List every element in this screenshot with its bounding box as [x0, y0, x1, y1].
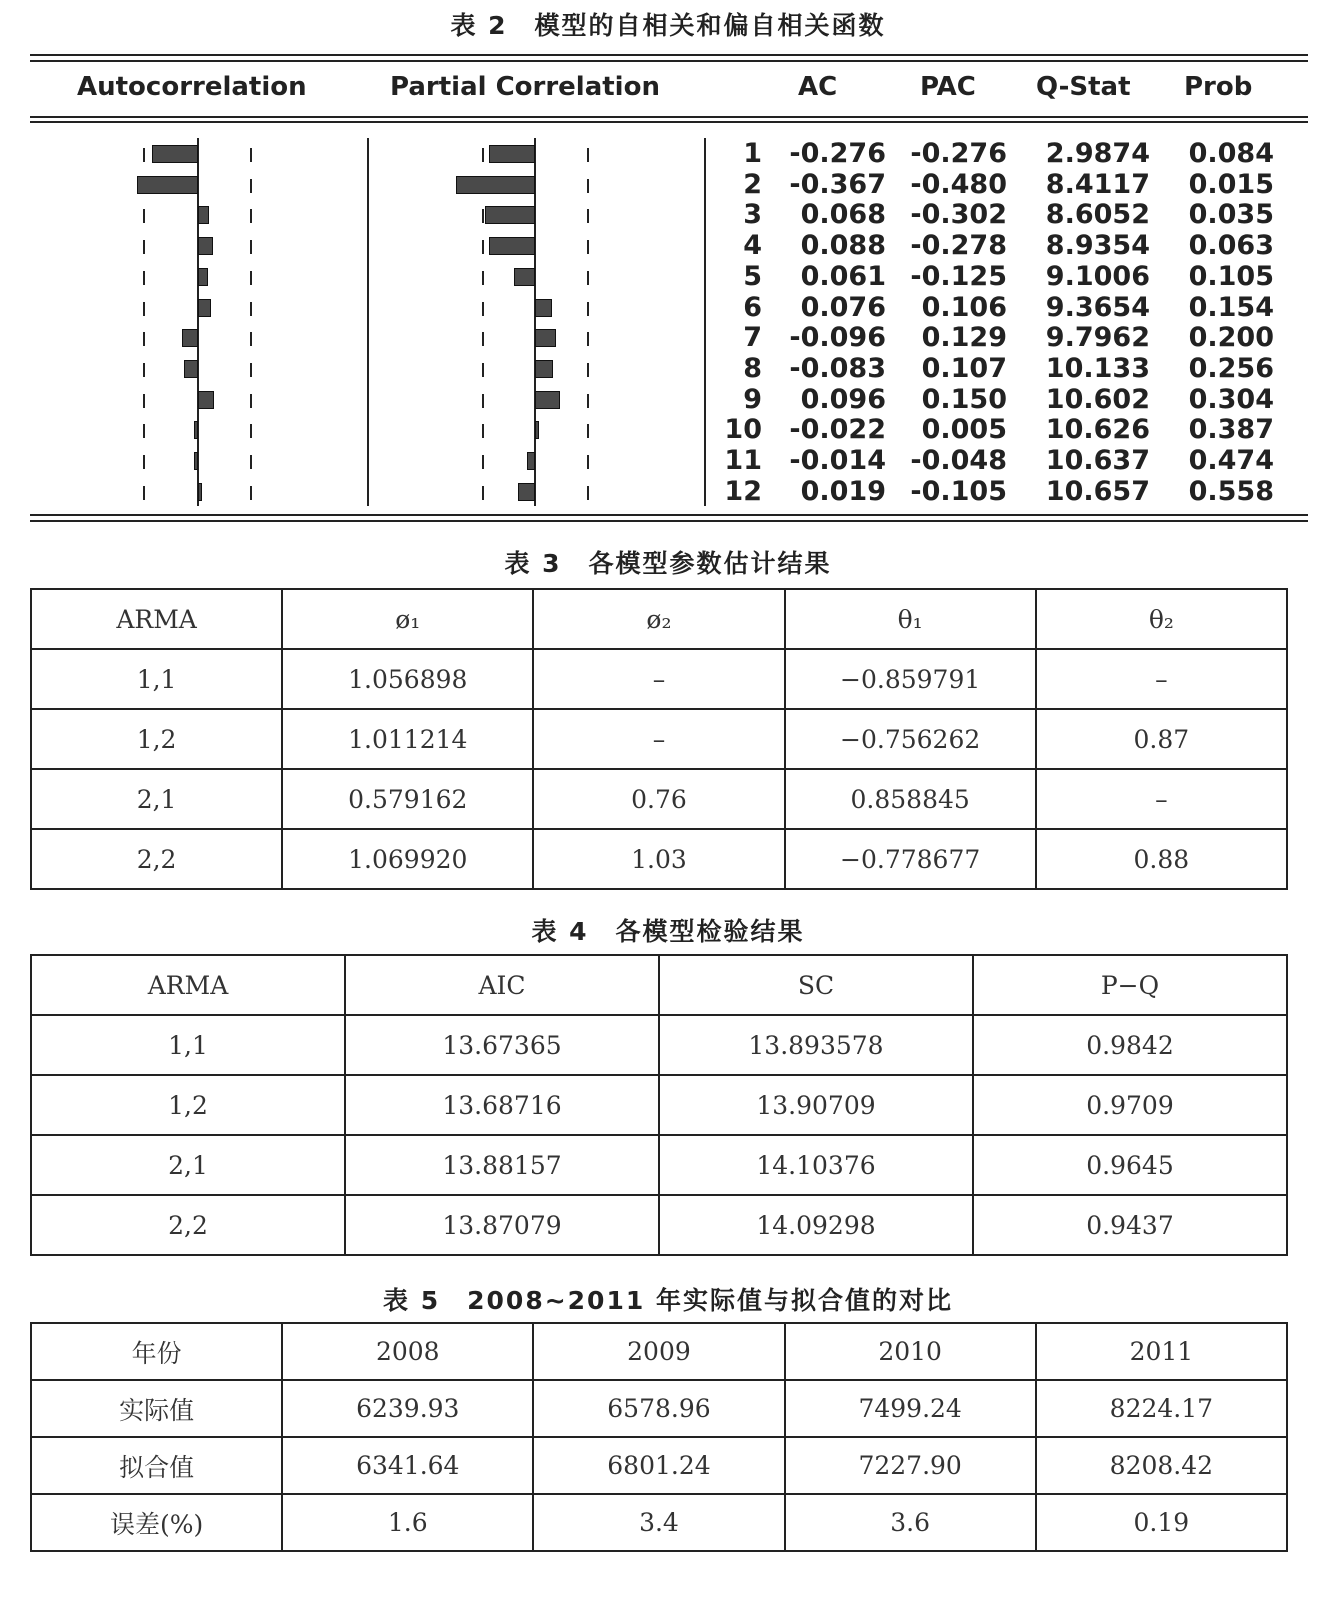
confidence-bound-mark [250, 302, 252, 316]
pac-value: -0.125 [910, 260, 1007, 292]
qstat-value: 9.1006 [1045, 260, 1150, 292]
prob-value: 0.035 [1188, 199, 1274, 231]
ac-value: 0.068 [800, 199, 886, 231]
row-label-cell: 1,2 [31, 1075, 345, 1135]
prob-value: 0.558 [1188, 475, 1274, 507]
row-label-cell: 1,1 [31, 649, 282, 709]
bottom-rule [30, 514, 1308, 516]
ac-value: 0.061 [800, 260, 886, 292]
header-pac: PAC [920, 72, 976, 102]
confidence-bound-mark [143, 302, 145, 316]
confidence-bound-mark [250, 271, 252, 285]
confidence-bound-mark [587, 394, 589, 408]
row-label-cell: 实际值 [31, 1380, 282, 1437]
table-cell: −0.756262 [785, 709, 1036, 769]
confidence-bound-mark [482, 271, 484, 285]
header-rule-2 [30, 121, 1308, 123]
confidence-bound-mark [587, 179, 589, 193]
qstat-value: 10.657 [1045, 475, 1150, 507]
ac-bar [152, 145, 198, 163]
confidence-bound-mark [587, 486, 589, 500]
table-cell: 0.87 [1036, 709, 1287, 769]
table-cell: 8208.42 [1036, 1437, 1287, 1494]
row-label-cell: 1,1 [31, 1015, 345, 1075]
header-prob: Prob [1184, 72, 1253, 102]
confidence-bound-mark [587, 148, 589, 162]
column-header: ø₂ [533, 589, 784, 649]
table-cell: – [533, 649, 784, 709]
confidence-bound-mark [143, 363, 145, 377]
table-cell: 6801.24 [533, 1437, 784, 1494]
lag-value: 12 [724, 475, 762, 507]
table-cell: 1.069920 [282, 829, 533, 889]
prob-value: 0.154 [1188, 291, 1274, 323]
table-row [31, 1494, 1287, 1551]
ac-bar [137, 176, 198, 194]
confidence-bound-mark [250, 363, 252, 377]
ac-bar [194, 421, 198, 439]
table4-caption: 表 4 各模型检验结果 [531, 917, 805, 946]
confidence-bound-mark [250, 424, 252, 438]
confidence-bound-mark [482, 363, 484, 377]
qstat-value: 2.9874 [1045, 138, 1150, 169]
row-label-cell: 1,2 [31, 709, 282, 769]
table-cell: 13.893578 [659, 1015, 973, 1075]
ac-value: -0.096 [789, 322, 886, 354]
pac-value: -0.278 [910, 230, 1007, 262]
confidence-bound-mark [143, 424, 145, 438]
ac-bar [198, 299, 211, 317]
table-cell: 0.579162 [282, 769, 533, 829]
lag-value: 10 [724, 414, 762, 446]
column-header: θ₂ [1036, 589, 1287, 649]
ac-bar [194, 452, 198, 470]
column-header: ARMA [31, 589, 282, 649]
table-cell: 3.4 [533, 1494, 784, 1551]
pac-bar [535, 391, 560, 409]
pac-value: -0.480 [910, 168, 1007, 200]
confidence-bound-mark [482, 394, 484, 408]
qstat-value: 9.7962 [1045, 322, 1150, 354]
confidence-bound-mark [482, 424, 484, 438]
confidence-bound-mark [250, 179, 252, 193]
divider-left [367, 138, 369, 506]
table-cell: 7227.90 [785, 1437, 1036, 1494]
test-results-table [30, 954, 1288, 1256]
confidence-bound-mark [482, 486, 484, 500]
row-label-cell: 年份 [31, 1323, 282, 1380]
confidence-bound-mark [143, 240, 145, 254]
table-cell: 13.90709 [659, 1075, 973, 1135]
pac-bar [535, 360, 553, 378]
table-row [31, 1437, 1287, 1494]
confidence-bound-mark [250, 209, 252, 223]
table-cell: 13.88157 [345, 1135, 659, 1195]
table-cell: −0.778677 [785, 829, 1036, 889]
table-cell: 0.9842 [973, 1015, 1287, 1075]
column-header: ARMA [31, 955, 345, 1015]
confidence-bound-mark [587, 332, 589, 346]
row-label-cell: 2,2 [31, 1195, 345, 1255]
row-label-cell: 2,1 [31, 769, 282, 829]
table-row [31, 1380, 1287, 1437]
row-label-cell: 2,1 [31, 1135, 345, 1195]
table-row [31, 1075, 1287, 1135]
table-row [31, 1323, 1287, 1380]
confidence-bound-mark [250, 332, 252, 346]
table-cell: 2009 [533, 1323, 784, 1380]
header-ac: AC [798, 72, 838, 102]
ac-bar [182, 329, 198, 347]
confidence-bound-mark [587, 302, 589, 316]
ac-bar [198, 268, 208, 286]
confidence-bound-mark [587, 424, 589, 438]
pac-bar [535, 299, 552, 317]
table-cell: 0.858845 [785, 769, 1036, 829]
table-row [31, 769, 1287, 829]
confidence-bound-mark [482, 209, 484, 223]
qstat-value: 8.9354 [1045, 230, 1150, 262]
top-rule-2 [30, 60, 1308, 62]
pac-value: -0.048 [910, 445, 1007, 476]
confidence-bound-mark [482, 302, 484, 316]
header-row [31, 589, 1287, 649]
table-cell: 6578.96 [533, 1380, 784, 1437]
divider-right [704, 138, 706, 506]
confidence-bound-mark [143, 486, 145, 500]
pac-bar [489, 237, 535, 255]
prob-value: 0.015 [1188, 168, 1274, 200]
prob-value: 0.084 [1188, 138, 1274, 169]
ac-bar [198, 391, 214, 409]
confidence-bound-mark [587, 455, 589, 469]
pac-value: -0.276 [910, 138, 1007, 169]
top-rule [30, 54, 1308, 56]
ac-value: 0.096 [800, 383, 886, 415]
header-partial-correlation: Partial Correlation [390, 72, 660, 102]
pac-value: 0.129 [921, 322, 1007, 354]
confidence-bound-mark [143, 271, 145, 285]
table-cell: 8224.17 [1036, 1380, 1287, 1437]
ac-bar [198, 483, 202, 501]
lag-value: 3 [743, 199, 762, 231]
pac-value: -0.105 [910, 475, 1007, 507]
prob-value: 0.256 [1188, 352, 1274, 384]
confidence-bound-mark [482, 148, 484, 162]
table-row [31, 649, 1287, 709]
ac-value: -0.276 [789, 138, 886, 169]
header-rule [30, 116, 1308, 118]
confidence-bound-mark [250, 240, 252, 254]
table-cell: 2010 [785, 1323, 1036, 1380]
table5-caption: 表 5 2008~2011 年实际值与拟合值的对比 [383, 1286, 953, 1315]
confidence-bound-mark [250, 394, 252, 408]
pac-bar [518, 483, 535, 501]
ac-value: -0.083 [789, 352, 886, 384]
prob-value: 0.200 [1188, 322, 1274, 354]
qstat-value: 10.637 [1045, 445, 1150, 476]
pac-value: 0.106 [921, 291, 1007, 323]
confidence-bound-mark [587, 271, 589, 285]
prob-value: 0.304 [1188, 383, 1274, 415]
table-cell: 7499.24 [785, 1380, 1036, 1437]
lag-value: 8 [743, 352, 762, 384]
ac-value: 0.019 [800, 475, 886, 507]
pac-value: 0.107 [921, 352, 1007, 384]
ac-value: 0.088 [800, 230, 886, 262]
lag-value: 9 [743, 383, 762, 415]
table-cell: 0.76 [533, 769, 784, 829]
pac-bar [485, 206, 535, 224]
correlogram-table [30, 54, 1308, 530]
ac-bar [198, 237, 213, 255]
pac-value: 0.150 [921, 383, 1007, 415]
table-cell: 13.68716 [345, 1075, 659, 1135]
qstat-value: 10.602 [1045, 383, 1150, 415]
lag-value: 1 [743, 138, 762, 169]
column-header: P−Q [973, 955, 1287, 1015]
column-header: ø₁ [282, 589, 533, 649]
pac-value: -0.302 [910, 199, 1007, 231]
ac-value: -0.014 [789, 445, 886, 476]
table-row [31, 829, 1287, 889]
table3-caption: 表 3 各模型参数估计结果 [504, 549, 832, 578]
column-header: θ₁ [785, 589, 1036, 649]
prob-value: 0.063 [1188, 230, 1274, 262]
table-cell: 13.67365 [345, 1015, 659, 1075]
pac-bar [535, 421, 539, 439]
qstat-value: 8.4117 [1045, 168, 1150, 200]
table-row [31, 1195, 1287, 1255]
table-cell: 2008 [282, 1323, 533, 1380]
confidence-bound-mark [587, 363, 589, 377]
confidence-bound-mark [143, 209, 145, 223]
pac-bar [535, 329, 556, 347]
table-cell: −0.859791 [785, 649, 1036, 709]
header-autocorrelation: Autocorrelation [77, 72, 307, 102]
pac-value: 0.005 [921, 414, 1007, 446]
lag-value: 5 [743, 260, 762, 292]
header-row [31, 955, 1287, 1015]
confidence-bound-mark [250, 455, 252, 469]
bottom-rule-2 [30, 520, 1308, 522]
row-label-cell: 误差(%) [31, 1494, 282, 1551]
confidence-bound-mark [143, 394, 145, 408]
confidence-bound-mark [482, 332, 484, 346]
confidence-bound-mark [250, 148, 252, 162]
ac-bar [184, 360, 198, 378]
table-cell: 1.6 [282, 1494, 533, 1551]
column-header: SC [659, 955, 973, 1015]
table-cell: – [1036, 649, 1287, 709]
table-cell: 2011 [1036, 1323, 1287, 1380]
ac-value: -0.022 [789, 414, 886, 446]
prob-value: 0.474 [1188, 445, 1274, 476]
table-cell: 0.88 [1036, 829, 1287, 889]
confidence-bound-mark [482, 455, 484, 469]
lag-value: 6 [743, 291, 762, 323]
column-header: AIC [345, 955, 659, 1015]
confidence-bound-mark [587, 240, 589, 254]
prob-value: 0.387 [1188, 414, 1274, 446]
confidence-bound-mark [482, 240, 484, 254]
table-cell: 14.09298 [659, 1195, 973, 1255]
row-label-cell: 2,2 [31, 829, 282, 889]
table-cell: 6239.93 [282, 1380, 533, 1437]
pac-bar [489, 145, 535, 163]
table-cell: – [533, 709, 784, 769]
table-cell: 6341.64 [282, 1437, 533, 1494]
header-qstat: Q-Stat [1036, 72, 1131, 102]
table-row [31, 1015, 1287, 1075]
table-cell: 0.9437 [973, 1195, 1287, 1255]
lag-value: 7 [743, 322, 762, 354]
table-cell: 13.87079 [345, 1195, 659, 1255]
ac-value: 0.076 [800, 291, 886, 323]
parameter-table [30, 588, 1288, 890]
table-cell: – [1036, 769, 1287, 829]
ac-value: -0.367 [789, 168, 886, 200]
lag-value: 2 [743, 168, 762, 200]
table-cell: 1.056898 [282, 649, 533, 709]
confidence-bound-mark [250, 486, 252, 500]
qstat-value: 10.626 [1045, 414, 1150, 446]
qstat-value: 9.3654 [1045, 291, 1150, 323]
confidence-bound-mark [143, 148, 145, 162]
table-cell: 0.9709 [973, 1075, 1287, 1135]
confidence-bound-mark [587, 209, 589, 223]
lag-value: 4 [743, 230, 762, 262]
table-cell: 1.011214 [282, 709, 533, 769]
row-label-cell: 拟合值 [31, 1437, 282, 1494]
prob-value: 0.105 [1188, 260, 1274, 292]
table2-caption: 表 2 模型的自相关和偏自相关函数 [450, 11, 886, 40]
table-cell: 0.19 [1036, 1494, 1287, 1551]
confidence-bound-mark [143, 332, 145, 346]
qstat-value: 8.6052 [1045, 199, 1150, 231]
qstat-value: 10.133 [1045, 352, 1150, 384]
table-cell: 0.9645 [973, 1135, 1287, 1195]
table-cell: 3.6 [785, 1494, 1036, 1551]
table-row [31, 1135, 1287, 1195]
table-cell: 1.03 [533, 829, 784, 889]
ac-bar [198, 206, 209, 224]
pac-bar [514, 268, 535, 286]
confidence-bound-mark [143, 455, 145, 469]
pac-bar [456, 176, 535, 194]
pac-bar [527, 452, 535, 470]
actual-vs-fitted-table [30, 1322, 1288, 1552]
table-cell: 14.10376 [659, 1135, 973, 1195]
lag-value: 11 [724, 445, 762, 476]
table-row [31, 709, 1287, 769]
